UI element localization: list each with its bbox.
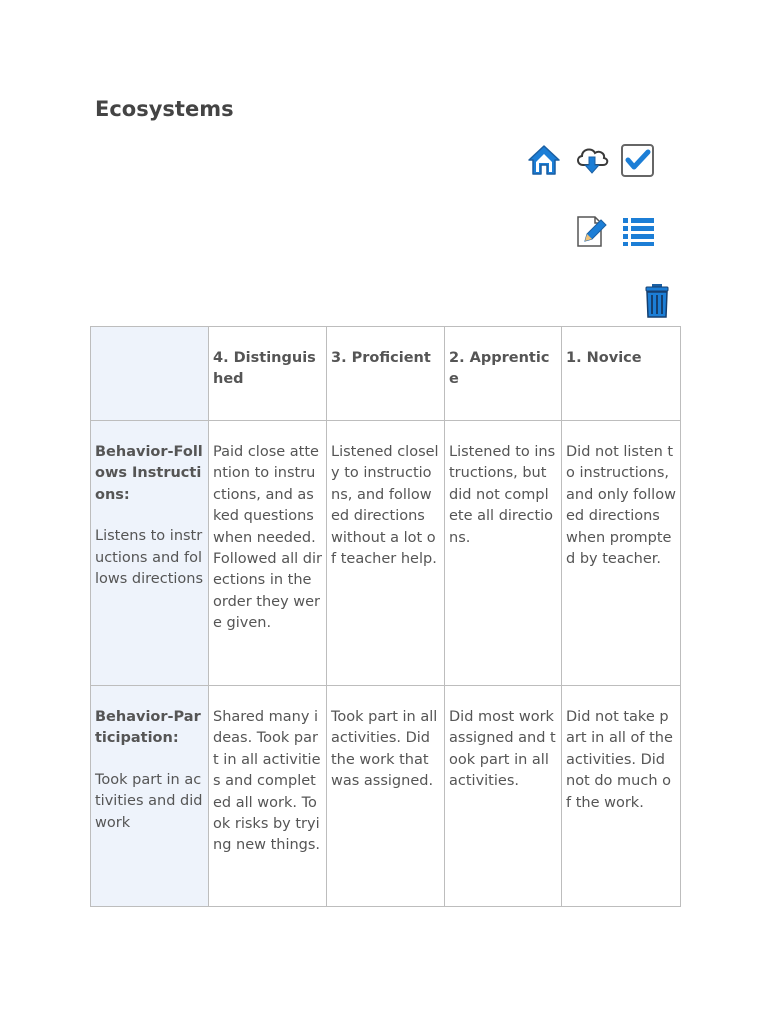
table-row bbox=[91, 686, 681, 907]
list-icon[interactable] bbox=[622, 215, 655, 248]
criterion-description: Listens to instructions and follows directions bbox=[95, 528, 204, 588]
page-title: Ecosystems bbox=[95, 97, 234, 121]
level-header: 3. Proficient bbox=[327, 327, 445, 421]
level-header: 1. Novice bbox=[562, 327, 681, 421]
rubric-cell: Did not listen to instructions, and only followed directions when prompted by teacher. bbox=[562, 421, 681, 686]
checkbox-checked-icon[interactable] bbox=[620, 142, 655, 178]
cloud-download-icon[interactable] bbox=[574, 143, 610, 177]
rubric-cell: Listened closely to instructions, and followed directions without a lot of teacher help. bbox=[327, 421, 445, 686]
rubric-cell: Shared many ideas. Took part in all activities and completed all work. Took risks by trying new things. bbox=[209, 686, 327, 907]
edit-document-icon[interactable] bbox=[575, 215, 609, 249]
rubric-cell: Took part in all activities. Did the work that was assigned. bbox=[327, 686, 445, 907]
home-icon[interactable] bbox=[527, 143, 561, 177]
rubric-header-row bbox=[91, 327, 681, 421]
level-header: 2. Apprentice bbox=[445, 327, 562, 421]
criterion-cell bbox=[91, 421, 209, 686]
level-header: 4. Distinguished bbox=[209, 327, 327, 421]
criterion-description: Took part in activities and did work bbox=[95, 771, 203, 831]
criterion-name: Behavior-Follows Instructions: bbox=[95, 444, 203, 503]
rubric-corner-cell bbox=[91, 327, 209, 421]
rubric-table bbox=[90, 326, 681, 907]
criterion-cell bbox=[91, 686, 209, 907]
table-row bbox=[91, 421, 681, 686]
rubric-cell: Paid close attention to instructions, and asked questions when needed. Followed all directions in the order they were given. bbox=[209, 421, 327, 686]
trash-icon[interactable] bbox=[644, 283, 670, 319]
criterion-name: Behavior-Participation: bbox=[95, 709, 201, 747]
rubric-cell: Did most work assigned and took part in all activities. bbox=[445, 686, 562, 907]
rubric-cell: Did not take part in all of the activities. Did not do much of the work. bbox=[562, 686, 681, 907]
rubric-cell: Listened to instructions, but did not complete all directions. bbox=[445, 421, 562, 686]
